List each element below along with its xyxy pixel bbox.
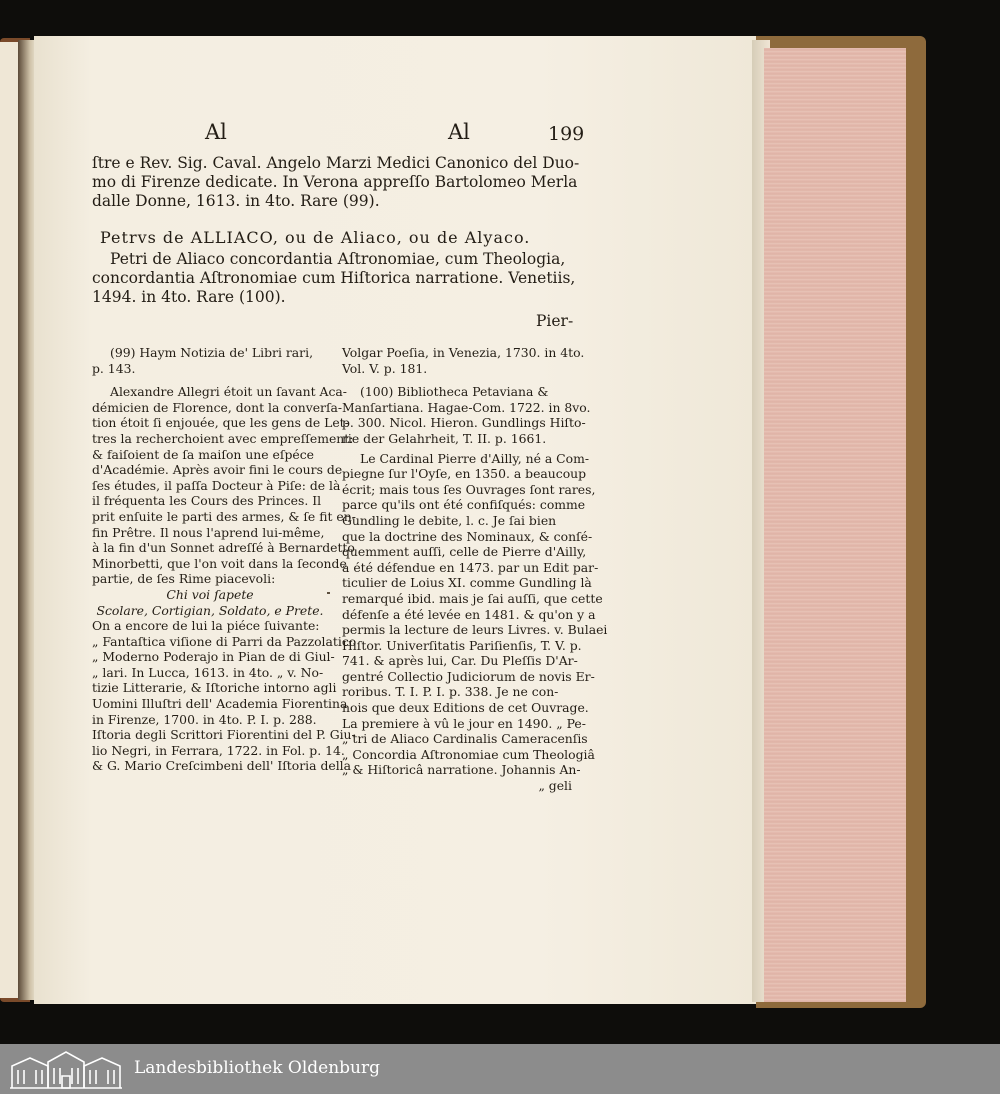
- note-line: quemment auſſi, celle de Pierre d'Ailly,: [342, 544, 587, 560]
- note-line: „ Moderno Poderajo in Pian de di Giul-: [92, 649, 335, 665]
- note-line: il fréquenta les Cours des Princes. Il: [92, 493, 322, 509]
- left-note-column: [92, 345, 357, 774]
- entry-heading: Petrvs de ALLIACO, ou de Aliaco, ou de Alyaco.: [100, 228, 531, 247]
- note-line: Manſartiana. Hagae-Com. 1722. in 8vo.: [342, 399, 591, 415]
- note-line: défenſe a été levée en 1481. & qu'on y a: [342, 606, 596, 622]
- note-line: tion étoit ſi enjouée, que les gens de Let-: [92, 415, 349, 431]
- note-line: Alexandre Allegri étoit un ſavant Aca-: [110, 384, 347, 400]
- note-line: Minorbetti, que l'on voit dans la ſeconde: [92, 555, 347, 571]
- note-line: lio Negri, in Ferrara, 1722. in Fol. p. 14.: [92, 742, 345, 758]
- column-mark: [327, 592, 330, 594]
- note-line: Le Cardinal Pierre d'Ailly, né a Com-: [360, 450, 590, 466]
- note-line: Gundling le debite, l. c. Je ſai bien: [342, 512, 557, 528]
- note-line: Hiſtor. Univerſitatis Pariſienſis, T. V. p.: [342, 637, 582, 653]
- note-line: & faiſoient de ſa maiſon une eſpéce: [92, 446, 315, 462]
- library-name: Landesbibliothek Oldenburg: [134, 1058, 381, 1078]
- page-block-edge: [764, 48, 906, 1002]
- main-line: dalle Donne, 1613. in 4to. Rare (99).: [92, 192, 380, 210]
- note-line: in Firenze, 1700. in 4to. P. I. p. 288.: [92, 711, 317, 727]
- note-line: ſes études, il paſſa Docteur à Piſe: de là: [92, 477, 341, 493]
- verse-line: Chi voi ſapete: [166, 586, 254, 602]
- entry-text-block: [92, 250, 575, 307]
- note-line: d'Académie. Après avoir fini le cours de: [92, 462, 343, 478]
- note-line: Iſtoria degli Scrittori Fiorentini del P. Giu-: [92, 727, 356, 743]
- entry-line: concordantia Aſtronomiae cum Hiſtorica narratione. Venetiis,: [92, 269, 576, 287]
- note-line: Uomini Illuſtri dell' Academia Fiorentina: [92, 696, 348, 712]
- running-head-center: Al: [448, 120, 470, 144]
- note-line: „ lari. In Lucca, 1613. in 4to. „ v. No-: [92, 664, 324, 680]
- library-building-logo: [8, 1048, 124, 1090]
- note-line: à la fin d'un Sonnet adreſſé à Bernardetto: [92, 540, 355, 556]
- note-line: partie, de ſes Rime piacevoli:: [92, 571, 276, 587]
- footer-bar: [0, 1044, 1000, 1094]
- note-line: Volgar Poeſia, in Venezia, 1730. in 4to.: [342, 345, 585, 360]
- note-line: rie der Gelahrheit, T. II. p. 1661.: [342, 430, 547, 446]
- right-note-column: [342, 345, 608, 794]
- note-line: piegne ſur l'Oyſe, en 1350. a beaucoup: [342, 466, 587, 482]
- note-line: „ Fantaſtica viſione di Parri da Pazzolatico: [92, 633, 357, 649]
- note-line: parce qu'ils ont été confiſqués: comme: [342, 497, 586, 513]
- note-line: démicien de Florence, dont la converſa-: [92, 399, 343, 415]
- note-line: nois que deux Editions de cet Ouvrage.: [342, 700, 589, 716]
- note-line: 741. & après lui, Car. Du Pleſſis D'Ar-: [342, 653, 578, 669]
- page-number: 199: [548, 123, 585, 145]
- note-line: (99) Haym Notizia de' Libri rari,: [110, 345, 314, 360]
- note-line: tizie Litterarie, & Iſtoriche intorno agli: [92, 680, 337, 696]
- note-line: ticulier de Loius XI. comme Gundling là: [342, 575, 592, 591]
- note-line: permis la lecture de leurs Livres. v. Bulaei: [342, 622, 608, 638]
- note-line: (100) Bibliotheca Petaviana &: [360, 384, 549, 400]
- note-line: „ Concordia Aſtronomiae cum Theologiâ: [342, 746, 595, 762]
- note-line: fin Prêtre. Il nous l'aprend lui-même,: [92, 524, 325, 540]
- note-line: tres la recherchoient avec empreſſement:: [92, 430, 354, 446]
- note-line: écrit; mais tous ſes Ouvrages ſont rares,: [342, 481, 596, 497]
- note-line: „ geli: [538, 778, 572, 794]
- note-line: p. 300. Nicol. Hieron. Gundlings Hiſto-: [342, 415, 586, 431]
- note-line: La premiere à vû le jour en 1490. „ Pe-: [342, 715, 586, 731]
- note-line: & G. Mario Creſcimbeni dell' Iſtoria della: [92, 758, 352, 774]
- main-line: mo di Firenze dedicate. In Verona appreſſo Bartolomeo Merla: [92, 173, 578, 191]
- note-line: prit enſuite le parti des armes, & ſe fit en-: [92, 508, 356, 524]
- note-line: a été défendue en 1473. par un Edit par-: [342, 559, 599, 575]
- note-line: „ tri de Aliaco Cardinalis Cameracenſis: [342, 731, 588, 747]
- note-line: p. 143.: [92, 360, 136, 376]
- note-line: Vol. V. p. 181.: [342, 360, 428, 376]
- main-line: ſtre e Rev. Sig. Caval. Angelo Marzi Medici Canonico del Duo-: [92, 154, 580, 172]
- catchword: Pier-: [536, 312, 574, 330]
- running-head-left: Al: [205, 120, 227, 144]
- entry-line: 1494. in 4to. Rare (100).: [92, 288, 286, 306]
- note-line: remarqué ibid. mais je ſai auſſi, que cette: [342, 590, 603, 606]
- entry-line: Petri de Aliaco concordantia Aſtronomiae, cum Theologia,: [110, 250, 566, 268]
- note-line: que la doctrine des Nominaux, & conſé-: [342, 528, 593, 544]
- note-line: gentré Collectio Judiciorum de novis Er-: [342, 668, 595, 684]
- main-text-block: [92, 154, 579, 211]
- note-line: roribus. T. I. P. I. p. 338. Je ne con-: [342, 684, 559, 700]
- note-line: „ & Hiſtoricâ narratione. Johannis An-: [342, 762, 581, 778]
- note-line: On a encore de lui la piéce ſuivante:: [92, 618, 320, 634]
- verse-line: Scolare, Cortigian, Soldato, e Prete.: [96, 602, 324, 618]
